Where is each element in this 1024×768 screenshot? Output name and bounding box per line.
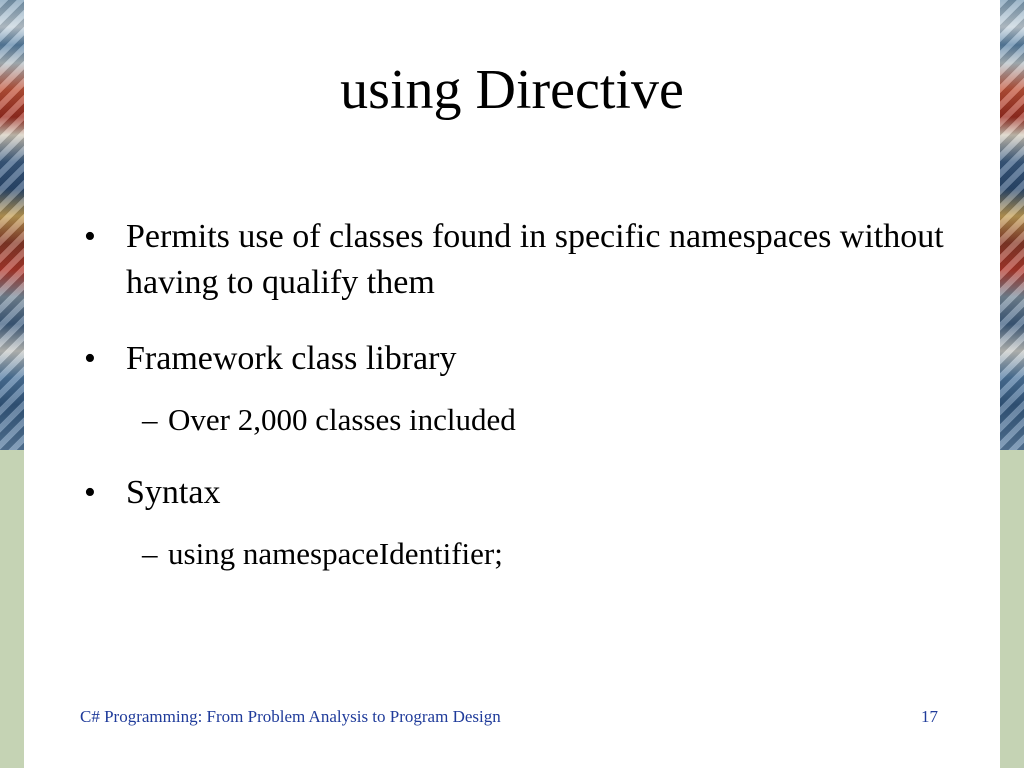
right-strip-band <box>1000 450 1024 768</box>
bullet-list <box>84 214 984 604</box>
bullet-marker: • <box>84 218 96 255</box>
sub-bullet-marker: – <box>142 402 158 437</box>
sub-bullet-text: using namespaceIdentifier; <box>168 536 503 571</box>
left-strip-band <box>0 450 24 768</box>
bullet-item <box>84 470 984 516</box>
sub-bullet-text: Over 2,000 classes included <box>168 402 516 437</box>
page-number: 17 <box>921 707 938 726</box>
bullet-item <box>84 214 984 306</box>
bullet-text: Syntax <box>126 474 221 511</box>
sub-bullet-marker: – <box>142 536 158 571</box>
sub-bullet-item <box>84 400 984 440</box>
bullet-text: Permits use of classes found in specific namespaces without having to qualify them <box>126 218 944 301</box>
bullet-item <box>84 336 984 382</box>
bullet-marker: • <box>84 340 96 377</box>
bullet-text: Framework class library <box>126 340 457 377</box>
sub-bullet-item <box>84 534 984 574</box>
slide-title: using Directive <box>340 59 684 121</box>
footer-course-title: C# Programming: From Problem Analysis to Program Design <box>80 707 501 726</box>
bullet-marker: • <box>84 474 96 511</box>
